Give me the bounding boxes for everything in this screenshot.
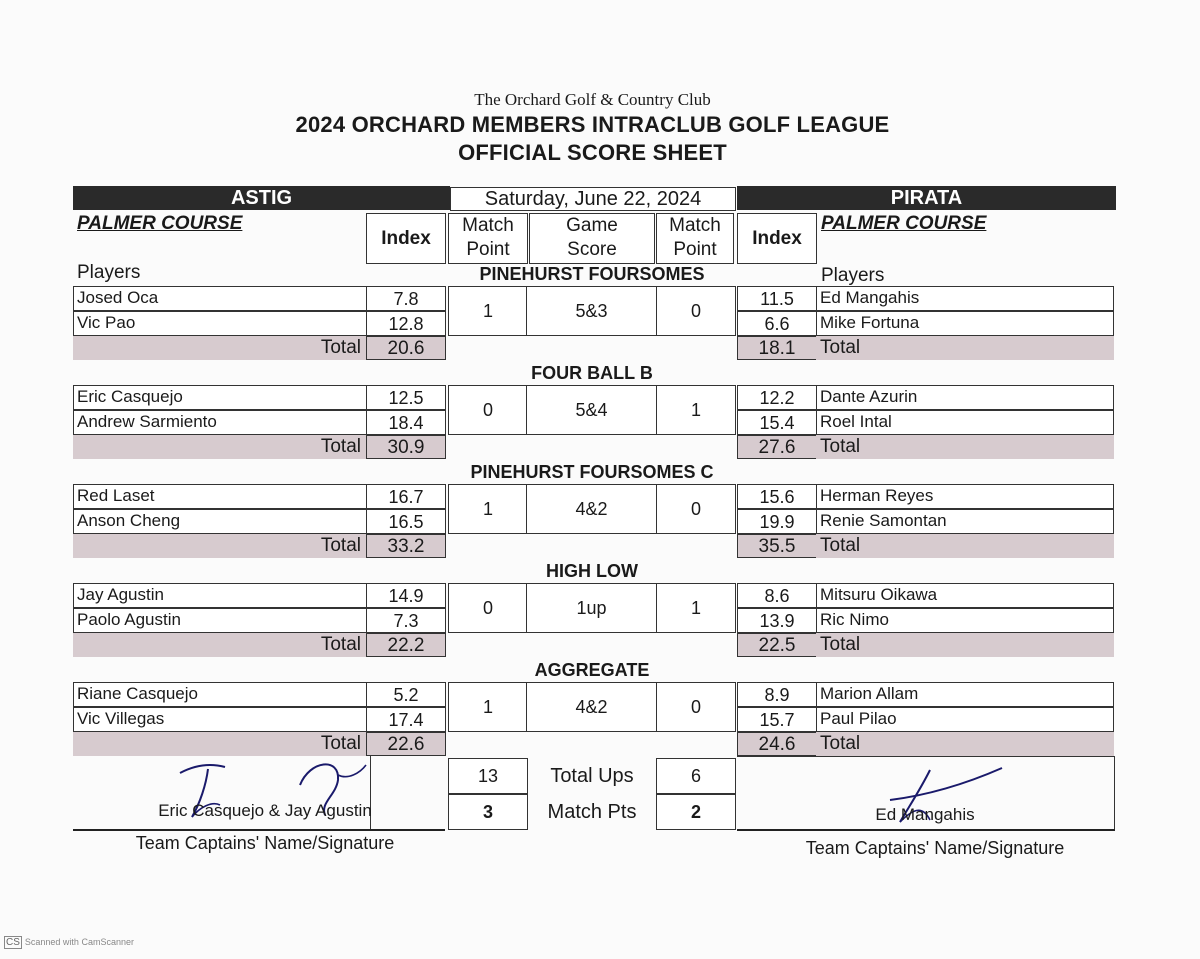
camscanner-logo: CS — [6, 937, 20, 948]
right-player-index: 8.9 — [737, 682, 817, 707]
right-match-point-header — [656, 213, 734, 264]
team-left-name: ASTIG — [73, 186, 450, 210]
left-player-index: 5.2 — [366, 682, 446, 707]
left-player-index: 17.4 — [366, 707, 446, 732]
right-course: PALMER COURSE — [821, 213, 987, 234]
scanner-text: Scanned with CamScanner — [24, 937, 134, 947]
section-title: PINEHURST FOURSOMES C — [470, 462, 714, 482]
sheet-title: OFFICIAL SCORE SHEET — [458, 140, 727, 165]
right-total-label: Total — [816, 435, 1114, 459]
left-match-point: 1 — [448, 682, 528, 732]
right-captain-names: Ed Mangahis — [875, 805, 975, 824]
left-player-name: Andrew Sarmiento — [73, 410, 367, 435]
point-label: Point — [673, 239, 717, 260]
left-match-point-header — [448, 213, 528, 264]
right-player-name: Roel Intal — [816, 410, 1114, 435]
right-player-index: 6.6 — [737, 311, 817, 336]
left-match-point: 1 — [448, 286, 528, 336]
match-pts-label: Match Pts — [547, 800, 637, 823]
left-player-index: 14.9 — [366, 583, 446, 608]
left-match-point: 0 — [448, 583, 528, 633]
left-match-pts: 3 — [448, 794, 528, 830]
left-match-point: 1 — [448, 484, 528, 534]
club-name: The Orchard Golf & Country Club — [474, 90, 711, 109]
left-player-index: 7.3 — [366, 608, 446, 633]
left-players-label: Players — [77, 262, 141, 283]
right-player-index: 15.7 — [737, 707, 817, 732]
left-player-name: Vic Pao — [73, 311, 367, 336]
game-score-header — [529, 213, 655, 264]
total-ups-label: Total Ups — [550, 764, 634, 787]
right-player-index: 13.9 — [737, 608, 817, 633]
right-player-index: 19.9 — [737, 509, 817, 534]
right-total-label: Total — [816, 732, 1114, 756]
game-score: 5&3 — [526, 286, 657, 336]
right-player-name: Ed Mangahis — [816, 286, 1114, 311]
left-player-name: Eric Casquejo — [73, 385, 367, 410]
right-signature-line — [737, 829, 1115, 831]
left-player-index: 7.8 — [366, 286, 446, 311]
right-match-point: 0 — [656, 682, 736, 732]
team-right-name: PIRATA — [737, 186, 1116, 210]
right-index-header: Index — [737, 213, 817, 264]
league-title: 2024 ORCHARD MEMBERS INTRACLUB GOLF LEAGUE — [295, 112, 890, 137]
score-label: Score — [567, 239, 617, 260]
section-title: HIGH LOW — [546, 561, 638, 581]
game-score: 1up — [526, 583, 657, 633]
game-score: 4&2 — [526, 484, 657, 534]
right-total-index: 22.5 — [737, 633, 817, 657]
right-total-label: Total — [816, 336, 1114, 360]
left-total-index: 22.2 — [366, 633, 446, 657]
left-total-label: Total — [73, 336, 367, 360]
left-total-label: Total — [73, 633, 367, 657]
right-player-name: Paul Pilao — [816, 707, 1114, 732]
left-player-name: Riane Casquejo — [73, 682, 367, 707]
left-player-index: 12.8 — [366, 311, 446, 336]
left-player-name: Paolo Agustin — [73, 608, 367, 633]
right-total-label: Total — [816, 534, 1114, 558]
right-player-index: 8.6 — [737, 583, 817, 608]
right-signature-box-edge — [1114, 756, 1115, 830]
right-player-name: Renie Samontan — [816, 509, 1114, 534]
left-captain-caption: Team Captains' Name/Signature — [135, 833, 395, 853]
left-total-index: 33.2 — [366, 534, 446, 558]
right-match-point: 0 — [656, 286, 736, 336]
left-player-name: Anson Cheng — [73, 509, 367, 534]
left-total-label: Total — [73, 435, 367, 459]
right-total-label: Total — [816, 633, 1114, 657]
right-player-index: 11.5 — [737, 286, 817, 311]
left-index-header: Index — [366, 213, 446, 264]
right-player-name: Herman Reyes — [816, 484, 1114, 509]
right-captain-caption: Team Captains' Name/Signature — [805, 838, 1065, 858]
left-player-name: Red Laset — [73, 484, 367, 509]
right-match-point: 1 — [656, 385, 736, 435]
right-player-index: 15.6 — [737, 484, 817, 509]
match-date: Saturday, June 22, 2024 — [450, 187, 736, 211]
right-player-name: Marion Allam — [816, 682, 1114, 707]
scanner-watermark — [4, 936, 134, 949]
point-label: Point — [466, 239, 510, 260]
left-total-label: Total — [73, 732, 367, 756]
left-total-index: 30.9 — [366, 435, 446, 459]
right-player-index: 12.2 — [737, 385, 817, 410]
left-captain-names: Eric Casquejo & Jay Agustin — [158, 801, 372, 820]
left-player-index: 18.4 — [366, 410, 446, 435]
game-score: 5&4 — [526, 385, 657, 435]
match-label: Match — [669, 215, 721, 236]
right-player-name: Mike Fortuna — [816, 311, 1114, 336]
right-players-label: Players — [821, 265, 885, 286]
section-title: PINEHURST FOURSOMES — [479, 264, 705, 284]
left-total-index: 22.6 — [366, 732, 446, 756]
right-player-name: Ric Nimo — [816, 608, 1114, 633]
game-score: 4&2 — [526, 682, 657, 732]
left-match-point: 0 — [448, 385, 528, 435]
right-player-name: Dante Azurin — [816, 385, 1114, 410]
right-total-index: 24.6 — [737, 732, 817, 756]
right-player-index: 15.4 — [737, 410, 817, 435]
left-player-name: Vic Villegas — [73, 707, 367, 732]
right-match-point: 1 — [656, 583, 736, 633]
right-match-point: 0 — [656, 484, 736, 534]
section-title: FOUR BALL B — [531, 363, 653, 383]
game-label: Game — [566, 215, 618, 236]
left-player-name: Jay Agustin — [73, 583, 367, 608]
left-course: PALMER COURSE — [77, 213, 243, 234]
right-total-index: 35.5 — [737, 534, 817, 558]
left-total-index: 20.6 — [366, 336, 446, 360]
left-player-name: Josed Oca — [73, 286, 367, 311]
right-match-pts: 2 — [656, 794, 736, 830]
left-player-index: 12.5 — [366, 385, 446, 410]
section-title: AGGREGATE — [534, 660, 650, 680]
left-player-index: 16.7 — [366, 484, 446, 509]
right-total-index: 27.6 — [737, 435, 817, 459]
left-player-index: 16.5 — [366, 509, 446, 534]
left-total-ups: 13 — [448, 758, 528, 794]
left-signature-line — [73, 829, 445, 831]
right-total-ups: 6 — [656, 758, 736, 794]
right-total-index: 18.1 — [737, 336, 817, 360]
right-signature-box-top — [737, 756, 1115, 757]
match-label: Match — [462, 215, 514, 236]
left-total-label: Total — [73, 534, 367, 558]
right-player-name: Mitsuru Oikawa — [816, 583, 1114, 608]
